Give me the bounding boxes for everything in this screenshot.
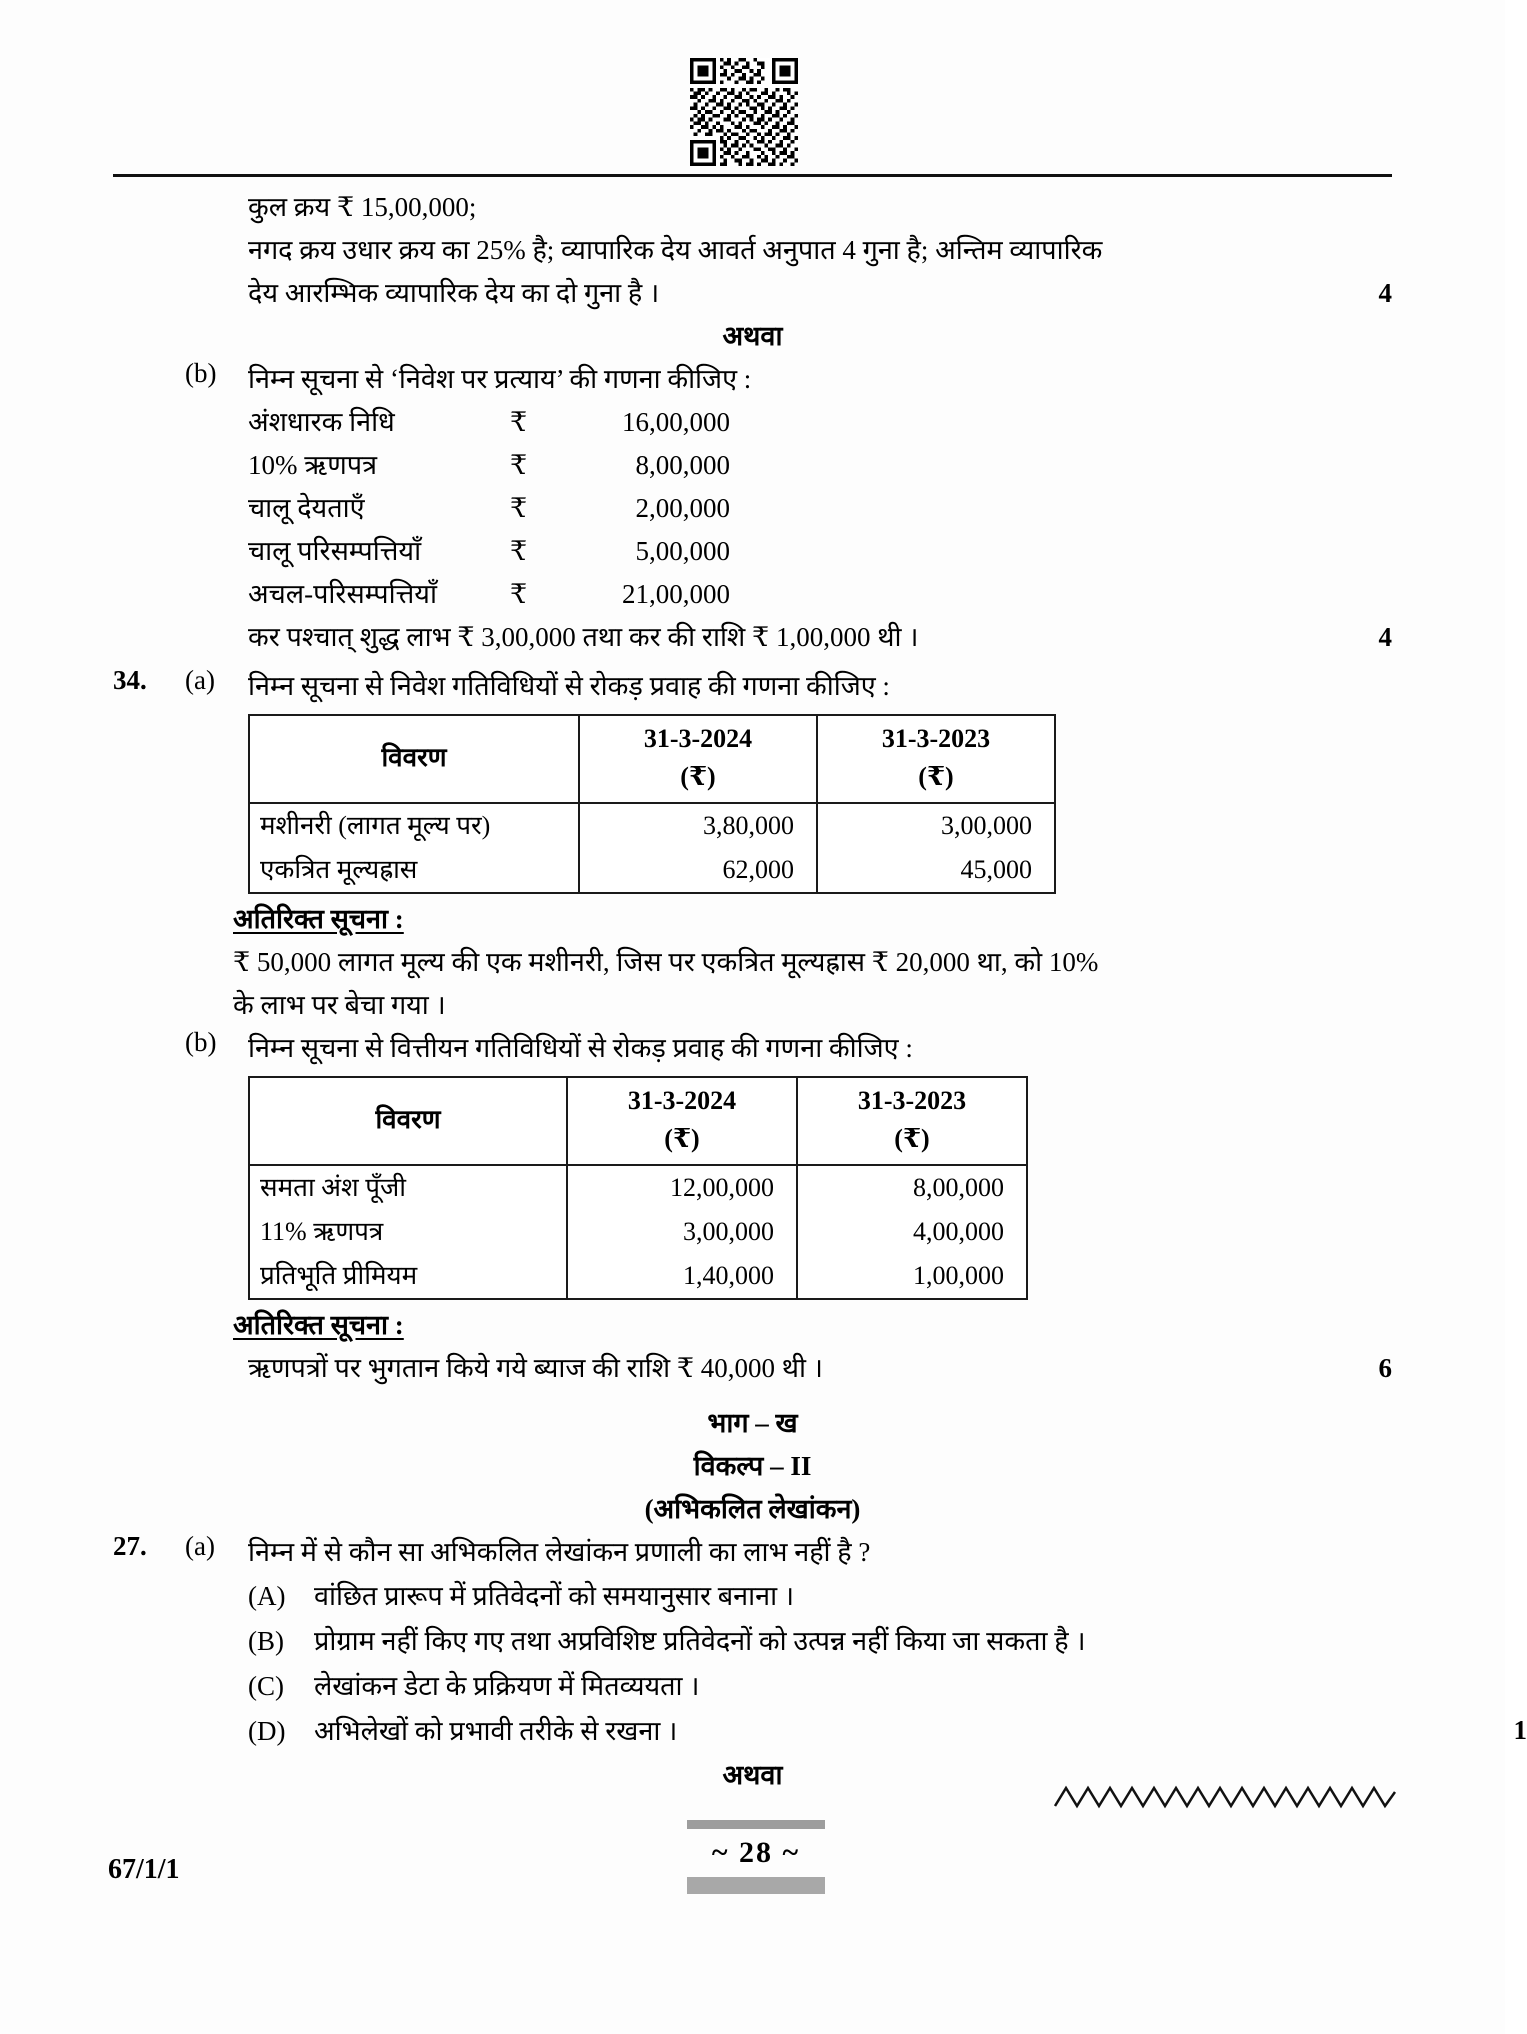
q33-pair-label: अंशधारक निधि [248,407,395,437]
q27-marks: 1 [1513,1715,1527,1745]
q33-or-label: अथवा [722,321,783,351]
q27-option-b-text: प्रोग्राम नहीं किए गए तथा अप्रविशिष्ट प्रतिवेदनों को उत्पन्न नहीं किया जा सकता है । [314,1626,1086,1656]
q34b-row-2023: 8,00,000 [797,1165,1027,1210]
q34a-table-head [249,715,1055,803]
q33-part-b [113,358,1392,401]
q34-part-b [113,1027,1392,1070]
section-part-label: भाग – ख [707,1408,798,1438]
q27-option-a[interactable] [248,1574,1392,1619]
page-number: ~ 28 ~ [711,1836,801,1869]
q33-pair-amount: 2,00,000 [635,493,730,523]
q34-part-a-prompt: निम्न सूचना से निवेश गतिविधियों से रोकड़ प्रवाह की गणना कीजिए : [248,671,890,701]
q34a-col-header-particulars: विवरण [249,715,579,803]
question-content [113,186,1527,1797]
q33-part-b-prompt: निम्न सूचना से ‘निवेश पर प्रत्याय’ की गणना कीजिए : [248,364,752,394]
q33-pair-label: चालू देयताएँ [248,493,365,523]
q34a-header-row [249,715,1055,803]
q33-pair-row [248,573,1392,616]
q34a-table-body [249,803,1055,893]
q34a-table [248,714,1056,894]
q27-row [113,1531,1392,1574]
q34-part-a-body [248,665,1392,708]
q34b-row-2023: 1,00,000 [797,1254,1027,1299]
q27-option-c-tag: (C) [248,1671,284,1701]
q34a-extra-info-line-1: ₹ 50,000 लागत मूल्य की एक मशीनरी, जिस पर एकत्रित मूल्यह्रास ₹ 20,000 था, को 10% [233,947,1099,977]
q34b-header-2023-unit: (₹) [894,1124,930,1153]
q34a-row-2023: 3,00,000 [817,803,1055,848]
q34-part-b-prompt: निम्न सूचना से वित्तीयन गतिविधियों से रोकड़ प्रवाह की गणना कीजिए : [248,1033,913,1063]
q33-line-1: कुल क्रय ₹ 15,00,000; [248,192,477,222]
q34b-col-header-2023 [797,1077,1027,1165]
q33-closing-body [248,616,1392,659]
q34a-extra-info-line-2: के लाभ पर बेचा गया । [233,990,446,1020]
zigzag-decoration-icon [1055,1782,1395,1812]
q27-option-d-tag: (D) [248,1716,286,1746]
q33-pair-amount: 21,00,000 [622,579,730,609]
table-row [249,1210,1027,1254]
q34b-row-label: प्रतिभूति प्रीमियम [249,1254,567,1299]
q34a-row-2023: 45,000 [817,848,1055,893]
q27-options-list [248,1574,1527,1754]
q34b-header-row [249,1077,1027,1165]
q34a-row-label: एकत्रित मूल्यह्रास [249,848,579,893]
q27-option-b-tag: (B) [248,1626,284,1656]
q27-option-d-text: अभिलेखों को प्रभावी तरीके से रखना । [314,1716,678,1746]
q27-body [248,1531,1392,1574]
q34b-row-label: समता अंश पूँजी [249,1165,567,1210]
q27-option-a-text: वांछित प्रारूप में प्रतिवेदनों को समयानुसार बनाना । [314,1581,795,1611]
section-option-title: (अभिकलित लेखांकन) [644,1494,861,1524]
q34a-header-2023-date: 31-3-2023 [881,724,991,753]
q34b-row-2024: 3,00,000 [567,1210,797,1254]
paper-code: 67/1/1 [108,1854,180,1885]
table-row [249,848,1055,893]
q33-part-b-tag: (b) [185,358,217,388]
q27-number: 27. [113,1531,147,1561]
q33-continued-body [248,186,1392,315]
q27-part-a-tag: (a) [185,1531,215,1561]
page-bar-top [687,1820,825,1829]
q34b-row-2023: 4,00,000 [797,1210,1027,1254]
q34b-table [248,1076,1028,1300]
q27-prompt: निम्न में से कौन सा अभिकलित लेखांकन प्रणाली का लाभ नहीं है ? [248,1537,871,1567]
q33-closing-row [113,616,1392,659]
q34b-row-label: 11% ऋणपत्र [249,1210,567,1254]
q33-pair-row [248,530,1392,573]
q34a-extra-info-heading: अतिरिक्त सूचना : [233,904,404,934]
q33-pair-row [248,401,1392,444]
page-number-box [686,1820,826,1894]
q33-marks-b: 4 [1378,622,1392,652]
q34-part-a [113,665,1392,708]
q27-option-d[interactable] [248,1709,1527,1754]
q33-line-3: देय आरम्भिक व्यापारिक देय का दो गुना है । [248,278,660,308]
q33-pair-row [248,487,1392,530]
q34b-table-head [249,1077,1027,1165]
q34b-row-2024: 1,40,000 [567,1254,797,1299]
table-row [249,1165,1027,1210]
section-option-label: विकल्प – II [693,1451,812,1481]
q33-pair-amount: 16,00,000 [622,407,730,437]
q33-continued [113,186,1392,315]
q34b-col-header-2024 [567,1077,797,1165]
q34b-row-2024: 12,00,000 [567,1165,797,1210]
q34b-header-2023-date: 31-3-2023 [857,1086,967,1115]
q27-option-b[interactable] [248,1619,1392,1664]
q34a-header-2024-unit: (₹) [680,762,716,791]
q33-part-b-body [248,358,1392,401]
page-bar-bottom [687,1877,825,1894]
q34-part-b-tag: (b) [185,1027,217,1057]
q33-pair-amount: 5,00,000 [635,536,730,566]
q34-part-b-body [248,1027,1392,1070]
table-row [249,803,1055,848]
q27-option-c[interactable] [248,1664,1392,1709]
q27-option-c-text: लेखांकन डेटा के प्रक्रियण में मितव्ययता । [314,1671,700,1701]
q33-pair-currency: ₹ [510,407,528,437]
q33-pair-amount: 8,00,000 [635,450,730,480]
q33-pair-label: चालू परिसम्पत्तियाँ [248,536,422,566]
q27-or-label: अथवा [722,1760,783,1790]
q34a-col-header-2023 [817,715,1055,803]
q33-pair-currency: ₹ [510,450,528,480]
q34b-table-body [249,1165,1027,1299]
q34a-row-label: मशीनरी (लागत मूल्य पर) [249,803,579,848]
q33-pair-label: अचल-परिसम्पत्तियाँ [248,579,437,609]
q33-closing-line: कर पश्चात् शुद्ध लाभ ₹ 3,00,000 तथा कर की राशि ₹ 1,00,000 थी । [248,622,919,652]
q34b-header-2024-date: 31-3-2024 [627,1086,737,1115]
q27-option-a-tag: (A) [248,1581,286,1611]
q34a-header-2023-unit: (₹) [918,762,954,791]
q34b-extra-info-body [248,1347,1392,1390]
q33-pair-currency: ₹ [510,579,528,609]
qr-code-icon [690,58,798,166]
q33-pair-currency: ₹ [510,536,528,566]
q33-pair-label: 10% ऋणपत्र [248,450,378,480]
q34a-col-header-2024 [579,715,817,803]
q34b-extra-info-line: ऋणपत्रों पर भुगतान किये गये ब्याज की राशि ₹ 40,000 थी । [248,1353,823,1383]
q33-pairs-list [248,401,1392,616]
table-row [249,1254,1027,1299]
header-divider [113,174,1392,177]
q33-pair-row [248,444,1392,487]
q34a-row-2024: 62,000 [579,848,817,893]
q34b-extra-info-heading: अतिरिक्त सूचना : [233,1310,404,1340]
q33-marks-a: 4 [1378,278,1392,308]
q34a-header-2024-date: 31-3-2024 [643,724,753,753]
q34-number: 34. [113,665,147,695]
q34b-header-2024-unit: (₹) [664,1124,700,1153]
q34b-extra-info-row [113,1347,1392,1390]
q34-part-a-tag: (a) [185,665,215,695]
q34-marks: 6 [1378,1353,1392,1383]
q33-pair-currency: ₹ [510,493,528,523]
q34b-col-header-particulars: विवरण [249,1077,567,1165]
q34a-row-2024: 3,80,000 [579,803,817,848]
q33-line-2: नगद क्रय उधार क्रय का 25% है; व्यापारिक देय आवर्त अनुपात 4 गुना है; अन्तिम व्यापारिक [248,235,1103,265]
